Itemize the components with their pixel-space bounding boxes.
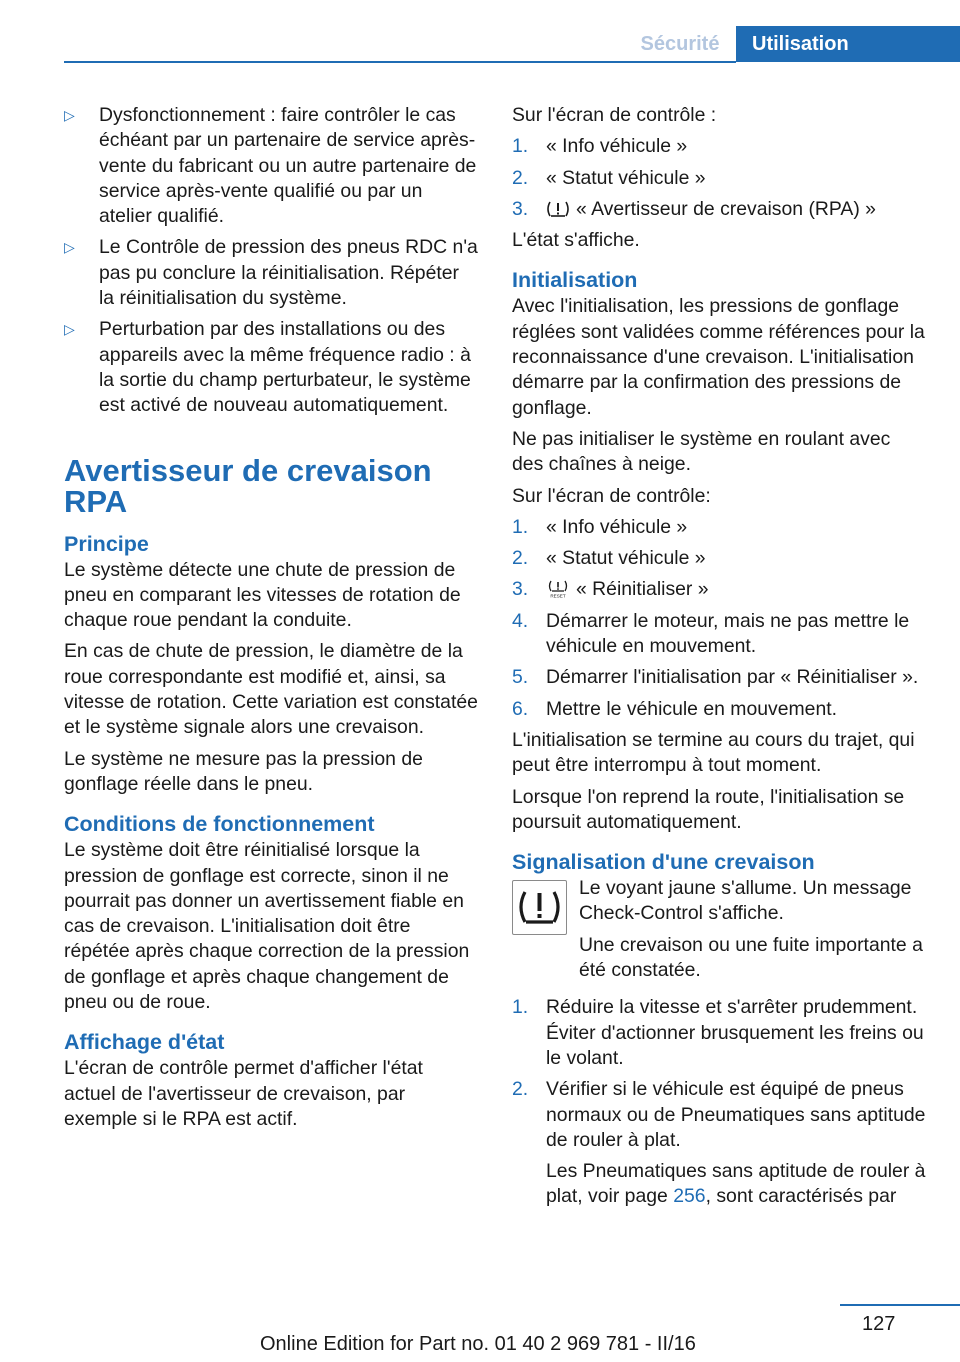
paragraph: Le système ne mesure pas la pression de gonflage réelle dans le pneu.: [64, 747, 423, 795]
list-item: 4. Démarrer le moteur, mais ne pas mettre le véhicule en mouvement.: [512, 609, 910, 658]
initialisation-heading: Initialisation: [512, 268, 638, 293]
paragraph: L'initialisation se termine au cours du trajet, qui peut être interrompu à tout moment.: [512, 728, 915, 777]
paragraph: Les Pneumatiques sans aptitude de rouler à plat, voir page 256, sont caractérisés par: [546, 1160, 926, 1208]
paragraph: Sur l'écran de contrôle :: [512, 104, 717, 126]
paragraph: Une crevaison ou une fuite importante a été constatée.: [579, 933, 923, 982]
paragraph: Le système doit être réinitialisé lorsque la pression de gonflage est correcte, sinon il ne pourrait pas donner un avertissement fiable en cas de crevaison. L'initialisation doit être répétée après chaque correction de la pression de gonflage et après chaque changement de pneu ou de roue.: [64, 839, 470, 1014]
paragraph: L'état s'affiche.: [512, 229, 640, 252]
list-item: 6. Mettre le véhicule en mouvement.: [512, 697, 838, 720]
list-item: 5. Démarrer l'initialisation par « Réinitialiser ».: [512, 666, 919, 689]
list-item: ▷ Dysfonctionnement : faire contrôler le cas échéant par un partenaire de service après-vente du fabricant ou un autre partenaire de service après-vente qualifié ou par un atelier qualifié.: [64, 104, 477, 228]
paragraph: Lorsque l'on reprend la route, l'initialisation se poursuit automatiquement.: [512, 785, 905, 833]
warning-block: [512, 876, 926, 983]
edition-note: Online Edition for Part no. 01 40 2 969 781 - II/16: [260, 1333, 696, 1355]
paragraph: Le voyant jaune s'allume. Un message Check-Control s'affiche.: [579, 877, 912, 925]
page-number: 127: [862, 1313, 896, 1335]
paragraph: Sur l'écran de contrôle:: [512, 484, 711, 507]
paragraph: Ne pas initialiser le système en roulant avec des chaînes à neige.: [512, 427, 891, 476]
triangle-bullet-icon: ▷: [64, 321, 75, 338]
tire-reset-icon: [546, 580, 570, 598]
list-item: 1. « Info véhicule »: [512, 135, 688, 158]
page-title: Avertisseur de crevaison RPA: [64, 452, 432, 519]
list-item: 2. « Statut véhicule »: [512, 166, 706, 189]
list-item: 1. « Info véhicule »: [512, 515, 688, 538]
list-item: ▷ Le Contrôle de pression des pneus RDC n'a pas pu conclure la réinitialisation. Répéter la réinitialisation du système.: [64, 236, 478, 310]
header-rule: [64, 61, 736, 63]
footer-rule: [840, 1304, 960, 1306]
section-tab[interactable]: Sécurité: [640, 33, 720, 55]
tire-warning-lamp-icon: [512, 880, 567, 935]
chapter-tab[interactable]: Utilisation: [736, 26, 960, 62]
left-column: [64, 103, 478, 1138]
signalisation-heading: Signalisation d'une crevaison: [512, 850, 815, 875]
paragraph: Le système détecte une chute de pression de pneu en comparant les vitesses de rotation de chaque roue pendant la conduite.: [64, 558, 461, 632]
list-item: 3. « Avertisseur de crevaison (RPA) »: [512, 197, 876, 220]
paragraph: En cas de chute de pression, le diamètre de la roue correspondante est modifié et, ainsi, sa vitesse de rotation. Cette variation est constatée et le système signale alors une crevaison.: [64, 640, 478, 739]
paragraph: L'écran de contrôle permet d'afficher l'état actuel de l'avertisseur de crevaison, par exemple si le RPA est actif.: [64, 1057, 423, 1130]
triangle-bullet-icon: ▷: [64, 107, 75, 123]
triangle-bullet-icon: ▷: [64, 239, 75, 256]
list-item: 1. Réduire la vitesse et s'arrêter prudemment. Éviter d'actionner brusquement les freins ou le volant.: [512, 996, 924, 1069]
affichage-heading: Affichage d'état: [64, 1030, 225, 1055]
reset-label: RESET: [550, 593, 566, 599]
list-item: 3. RESET « Réinitialiser »: [512, 578, 709, 601]
page-header: [624, 26, 960, 62]
right-column: [512, 103, 926, 1216]
list-item: ▷ Perturbation par des installations ou des appareils avec la même fréquence radio : à la sortie du champ perturbateur, le système est activé de nouveau automatiquement.: [64, 318, 471, 417]
page-link[interactable]: 256: [673, 1185, 706, 1208]
principe-heading: Principe: [64, 531, 149, 556]
paragraph: Avec l'initialisation, les pressions de gonflage réglées sont validées comme références pour la reconnaissance d'une crevaison. L'initialisation démarre par la confirmation des pressions de gonflage.: [512, 295, 925, 419]
tire-warning-icon: [546, 200, 570, 218]
conditions-heading: Conditions de fonctionnement: [64, 812, 375, 837]
list-item: 2. « Statut véhicule »: [512, 547, 706, 570]
list-item: 2. Vérifier si le véhicule est équipé de pneus normaux ou de Pneumatiques sans aptitude de rouler à plat.: [512, 1078, 926, 1151]
